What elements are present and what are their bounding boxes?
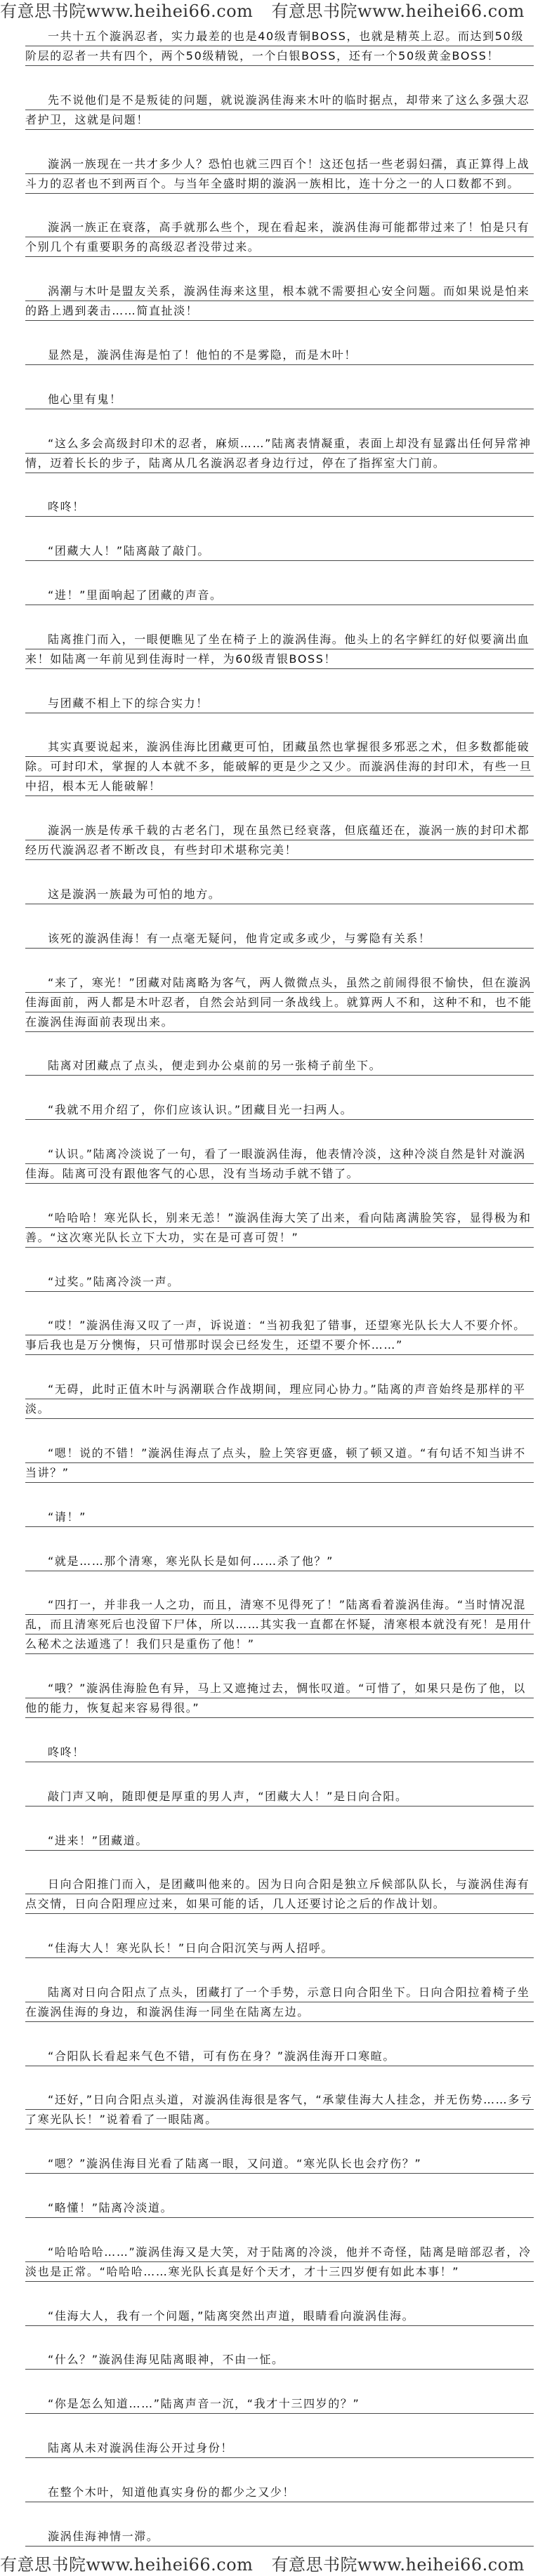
paragraph: “嗯？”漩涡佳海目光看了陆离一眼，又问道。“寒光队长也会疗伤？”	[25, 2154, 534, 2174]
paragraph: “哦？”漩涡佳海脸色有异，马上又遮掩过去，惆怅叹道。“可惜了，如果只是伤了他，以他的能力，恢复起来容易得很。”	[25, 1679, 534, 1718]
paragraph: “进来！”团藏道。	[25, 1831, 534, 1851]
paragraph: 陆离推门而入，一眼便瞧见了坐在椅子上的漩涡佳海。他头上的名字鲜红的好似要滴出血来！如陆离一年前见到佳海时一样，为60级青银BOSS！	[25, 630, 534, 669]
site-watermark: 有意思书院www.heihei66.com	[271, 2555, 525, 2575]
paragraph: “哈哈哈！寒光队长，别来无恙！”漩涡佳海大笑了出来，看向陆离满脸笑容，显得极为和善。“这次寒光队长立下大功，实在是可喜可贺！”	[25, 1208, 534, 1248]
paragraph: 在整个木叶，知道他真实身份的都少之又少！	[25, 2483, 534, 2502]
paragraph: 咚咚！	[25, 497, 534, 517]
paragraph: 涡潮与木叶是盟友关系，漩涡佳海来这里，根本就不需要担心安全问题。而如果说是怕来的路上遇到袭击……简直扯淡！	[25, 282, 534, 321]
paragraph: “你是怎么知道……”陆离声音一沉，“我才十三四岁的？”	[25, 2394, 534, 2414]
chapter-body	[25, 27, 534, 2547]
paragraph: “佳海大人，我有一个问题，”陆离突然出声道，眼睛看向漩涡佳海。	[25, 2306, 534, 2326]
paragraph: “过奖。”陆离冷淡一声。	[25, 1272, 534, 1292]
paragraph: 其实真要说起来，漩涡佳海比团藏更可怕，团藏虽然也掌握很多邪恶之术，但多数都能破除。可封印术，掌握的人本就不多，能破解的更是少之又少。而漩涡佳海的封印术，有些一旦中招，根本无人能破解！	[25, 737, 534, 796]
paragraph: “我就不用介绍了，你们应该认识。”团藏目光一扫两人。	[25, 1100, 534, 1120]
site-watermark: 有意思书院www.heihei66.com	[0, 1, 254, 21]
paragraph: “四打一，并非我一人之功，而且，清寒不见得死了！”陆离看着漩涡佳海。“当时情况混乱，而且清寒死后也没留下尸体，所以……其实我一直都在怀疑，清寒根本就没有死！是用什么秘术之法遁逃了！我们只是重伤了他！”	[25, 1595, 534, 1654]
paragraph: 日向合阳推门而入，是团藏叫他来的。因为日向合阳是独立斥候部队队长，与漩涡佳海有点交情，日向合阳理应过来，如果可能的话，几人还要讨论之后的作战计划。	[25, 1875, 534, 1914]
page-header	[0, 0, 559, 22]
paragraph: “略懂！”陆离冷淡道。	[25, 2198, 534, 2218]
paragraph: 他心里有鬼！	[25, 390, 534, 409]
paragraph: “还好，”日向合阳点头道，对漩涡佳海很是客气，“承蒙佳海大人挂念，并无伤势……多亏了寒光队长！”说着看了一眼陆离。	[25, 2090, 534, 2129]
paragraph: “哎！”漩涡佳海又叹了一声，诉说道：“当初我犯了错事，还望寒光队长大人不要介怀。事后我也是万分懊悔，只可惜那时误会已经发生，还望不要介怀……”	[25, 1316, 534, 1355]
paragraph: “进！”里面响起了团藏的声音。	[25, 586, 534, 605]
paragraph: 与团藏不相上下的综合实力！	[25, 694, 534, 713]
paragraph: “无碍，此时正值木叶与涡潮联合作战期间，理应同心协力。”陆离的声音始终是那样的平淡。	[25, 1380, 534, 1419]
paragraph: 漩涡佳海神情一滞。	[25, 2527, 534, 2547]
paragraph: 漩涡一族现在一共才多少人？恐怕也就三四百个！这还包括一些老弱妇孺，真正算得上战斗力的忍者也不到两百个。与当年全盛时期的漩涡一族相比，连十分之一的人口数都不到。	[25, 154, 534, 194]
paragraph: “团藏大人！”陆离敲了敲门。	[25, 541, 534, 561]
paragraph: 陆离对日向合阳点了点头，团藏打了一个手势，示意日向合阳坐下。日向合阳拉着椅子坐在漩涡佳海的身边，和漩涡佳海一同坐在陆离左边。	[25, 1983, 534, 2022]
paragraph: “请！”	[25, 1507, 534, 1527]
page-footer	[0, 2554, 559, 2576]
paragraph: “合阳队长看起来气色不错，可有伤在身？”漩涡佳海开口寒暄。	[25, 2047, 534, 2066]
paragraph: “哈哈哈哈……”漩涡佳海又是大笑，对于陆离的冷淡，他并不奇怪，陆离是暗部忍者，冷淡也是正常。“哈哈哈……寒光队长真是好个天才，才十三四岁便有如此本事！”	[25, 2243, 534, 2282]
paragraph: “嗯！说的不错！”漩涡佳海点了点头，脸上笑容更盛，顿了顿又道。“有句话不知当讲不当讲？”	[25, 1444, 534, 1483]
paragraph: 一共十五个漩涡忍者，实力最差的也是40级青铜BOSS，也就是精英上忍。而达到50级阶层的忍者一共有四个，两个50级精锐，一个白银BOSS，还有一个50级黄金BOSS！	[25, 27, 534, 66]
site-watermark: 有意思书院www.heihei66.com	[0, 2555, 254, 2575]
paragraph: “这么多会高级封印术的忍者，麻烦……”陆离表情凝重，表面上却没有显露出任何异常神情，迈着长长的步子，陆离从几名漩涡忍者身边行过，停在了指挥室大门前。	[25, 434, 534, 473]
paragraph: 陆离对团藏点了点头，便走到办公桌前的另一张椅子前坐下。	[25, 1056, 534, 1076]
paragraph: “佳海大人！寒光队长！”日向合阳沉笑与两人招呼。	[25, 1938, 534, 1958]
site-watermark: 有意思书院www.heihei66.com	[271, 1, 525, 21]
paragraph: “什么？”漩涡佳海见陆离眼神，不由一怔。	[25, 2350, 534, 2370]
paragraph: “来了，寒光！”团藏对陆离略为客气，两人微微点头，虽然之前闹得很不愉快，但在漩涡佳海面前，两人都是木叶忍者，自然会站到同一条战线上。就算两人不和，这种不和，也不能在漩涡佳海面前表现出来。	[25, 973, 534, 1032]
paragraph: 显然是，漩涡佳海是怕了！他怕的不是雾隐，而是木叶！	[25, 345, 534, 365]
paragraph: 漩涡一族是传承千载的古老名门，现在虽然已经衰落，但底蕴还在，漩涡一族的封印术都经历代漩涡忍者不断改良，有些封印术堪称完美！	[25, 821, 534, 860]
paragraph: 该死的漩涡佳海！有一点毫无疑问，他肯定或多或少，与雾隐有关系！	[25, 929, 534, 949]
paragraph: 敲门声又响，随即便是厚重的男人声，“团藏大人！”是日向合阳。	[25, 1787, 534, 1806]
paragraph: “就是……那个清寒，寒光队长是如何……杀了他？”	[25, 1552, 534, 1571]
paragraph: 咚咚！	[25, 1743, 534, 1762]
paragraph: 漩涡一族正在衰落，高手就那么些个，现在看起来，漩涡佳海可能都带过来了！怕是只有个别几个有重要职务的高级忍者没带过来。	[25, 218, 534, 257]
paragraph: 陆离从未对漩涡佳海公开过身份！	[25, 2438, 534, 2458]
paragraph: “认识。”陆离冷淡说了一句，看了一眼漩涡佳海，他表情冷淡，这种冷淡自然是针对漩涡佳海。陆离可没有跟他客气的心思，没有当场动手就不错了。	[25, 1144, 534, 1184]
paragraph: 这是漩涡一族最为可怕的地方。	[25, 885, 534, 904]
paragraph: 先不说他们是不是叛徒的问题，就说漩涡佳海来木叶的临时据点，却带来了这么多强大忍者护卫，这就是问题！	[25, 91, 534, 130]
